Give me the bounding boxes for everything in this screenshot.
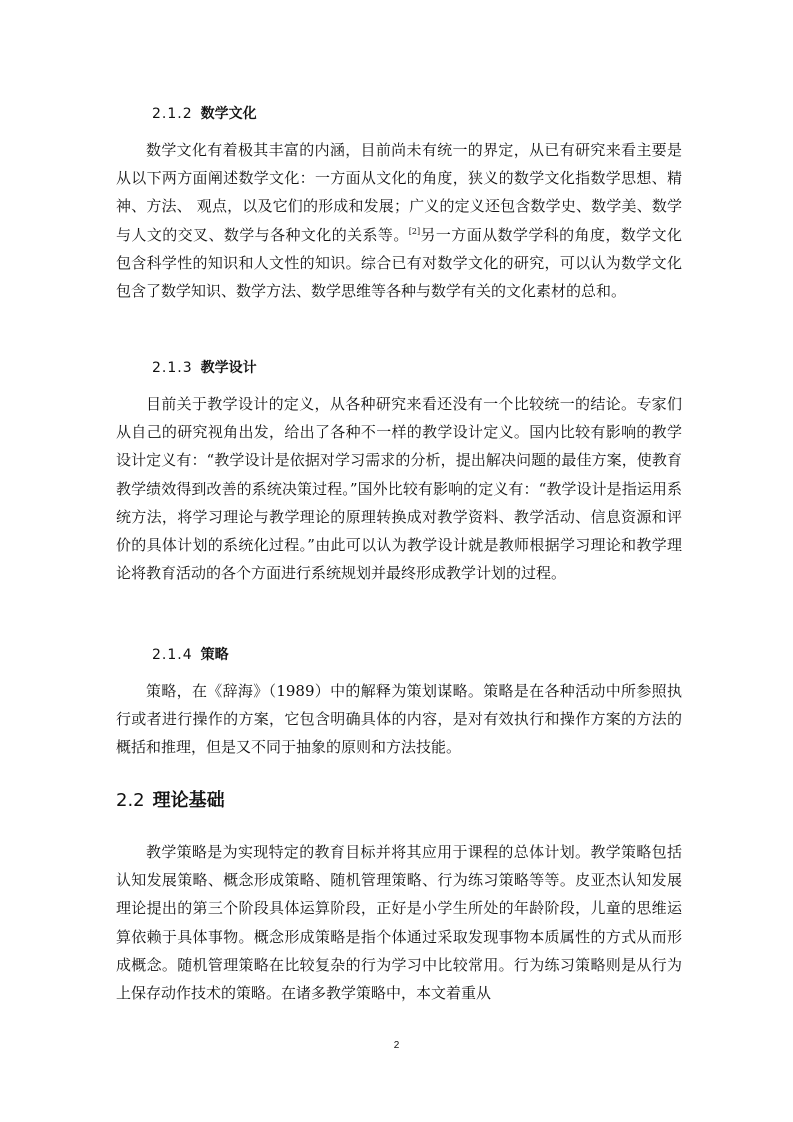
heading-title: 策略 xyxy=(200,647,229,663)
paragraph-text: 策略，在《辞海》（1989）中的解释为策划谋略。策略是在各种活动中所参照执行或者进行操作的方案，它包含明确具体的内容，是对有效执行和操作方案的方法的概括和推理，但是又不同于抽象的原则和方法技能。 xyxy=(116,682,682,757)
paragraph-math-culture xyxy=(116,136,682,305)
heading-title: 理论基础 xyxy=(152,790,225,811)
paragraph-text: 目前关于教学设计的定义，从各种研究来看还没有一个比较统一的结论。专家们从自己的研究视角出发，给出了各种不一样的教学设计定义。国内比较有影响的教学设计定义有：“教学设计是依据对学习需求的分析，提出解决问题的最佳方案，使教育教学绩效得到改善的系统决策过程。”国外比较有影响的定义有：“教学设计是指运用系统方法，将学习理论与教学理论的原理转换成对教学资料、教学活动、信息资源和评价的具体计划的系统化过程。”由此可以认为教学设计就是教师根据学习理论和教学理论将教育活动的各个方面进行系统规划并最终形成教学计划的过程。 xyxy=(116,395,682,583)
page-number: 2 xyxy=(393,1040,400,1051)
citation-marker: [2] xyxy=(408,226,421,236)
paragraph-text-part-1: 数学文化有着极其丰富的内涵，目前尚未有统一的界定，从已有研究来看主要是从以下两方面阐述数学文化：一方面从文化的角度，狭义的数学文化指数学思想、精神、方法、 观点，以及它们的形成和发展；广义的定义还包含数学史、数学美、数学与人文的交叉、数学与各种文化的关系等。 xyxy=(116,141,682,244)
heading-title: 数学文化 xyxy=(200,106,257,122)
heading-number: 2.1.3 xyxy=(152,360,193,376)
paragraph-theoretical-basis xyxy=(116,838,682,1007)
paragraph-strategy xyxy=(116,677,682,762)
heading-2-1-3 xyxy=(152,358,257,378)
paragraph-text: 教学策略是为实现特定的教育目标并将其应用于课程的总体计划。教学策略包括认知发展策略、概念形成策略、随机管理策略、行为练习策略等等。皮亚杰认知发展理论提出的第三个阶段具体运算阶段，正好是小学生所处的年龄阶段，儿童的思维运算依赖于具体事物。概念形成策略是指个体通过采取发现事物本质属性的方式从而形成概念。随机管理策略在比较复杂的行为学习中比较常用。行为练习策略则是从行为上保存动作技术的策略。在诸多教学策略中，本文着重从 xyxy=(116,843,682,1003)
heading-2-2 xyxy=(116,788,225,814)
heading-2-1-4 xyxy=(152,645,229,665)
paragraph-text-part-2: 另一方面从数学学科的角度，数学文化包含科学性的知识和人文性的知识。综合已有对数学文化的研究，可以认为数学文化包含了数学知识、数学方法、数学思维等各种与数学有关的文化素材的总和。 xyxy=(116,225,682,301)
heading-title: 教学设计 xyxy=(200,360,257,376)
paragraph-instructional-design xyxy=(116,390,682,587)
heading-2-1-2 xyxy=(152,104,257,124)
heading-number: 2.1.4 xyxy=(152,647,193,663)
heading-number: 2.1.2 xyxy=(152,106,193,122)
heading-number: 2.2 xyxy=(116,790,145,811)
